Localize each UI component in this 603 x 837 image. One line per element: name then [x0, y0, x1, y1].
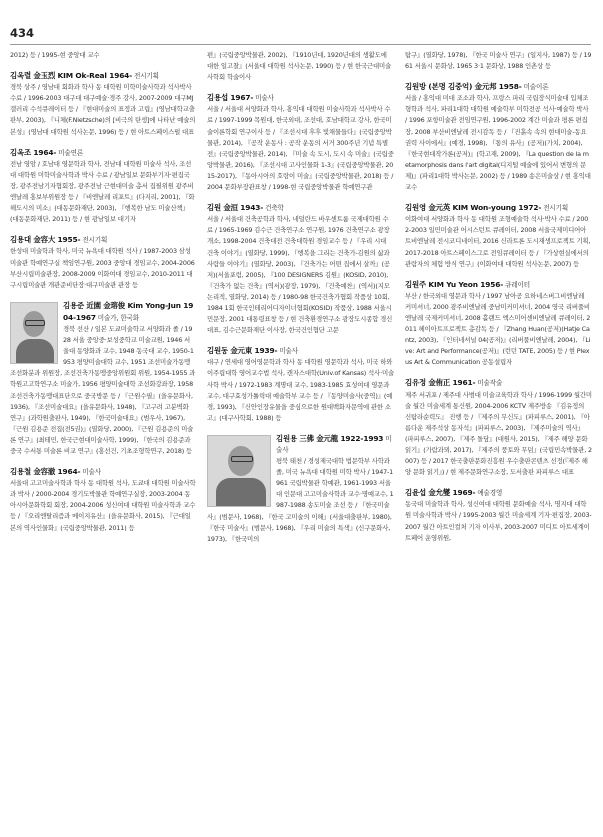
entry-text: 서울 / 홍익대 미대 조소과 학사, 프랑스 파리 국립장식미술대 입체조형학과 석사, 파리1대학 대학원 예술학부 미학전공 석사·예술학 박사 / 1996 포항미술관 전임연구원, 1996-2002 계간 미술과 평론 편집장, 2008 부산비엔날레 전시감독 등 / 『진흙속 속의 현대미술-동요 권력 사이에서』(예경, 1998), 『통의 유사』(공저)(가치, 2004), 『한국현대작가론(공저)』(학고재, 2009), 『La question de la metamorphosis dans l'art digital(디지털 예술에 있어서 변형의 문제)』(파리1대학 박사논문, 2002) 등 / 1989 송은미술상 / 현 홍익대 교수 [405, 94, 591, 192]
column-2 [207, 50, 394, 830]
dictionary-entry [207, 92, 394, 193]
dictionary-entry [207, 345, 394, 424]
entry-text: 서울 / 서울대 서양화과 학사, 홍익대 대학원 미술사학과 석사박사 수료 / 1997-1999 목원대, 한국외대, 조선대, 호남대학교 강사, 한국미술이론학회 연구이사 등 / 『조선시대 후후 빛채물들다』(국립중앙박물관, 2014), 『공작 운동사 : 공작 운동의 서거 300주년 기념 특별전』(국립중앙박물관, 2014), 『미술 속 도시, 도시 속 미술』(국립중앙박물관, 2016), 『조선시대 고사인물화 1-3』(국립중앙박물관, 2015-2017), 『동아시아의 호랑이 미술』(국립중앙박물관, 2018) 등 / 2004 문화부장관표창 / 1998-현 국립중앙박물관 학예연구관 [207, 105, 394, 192]
dictionary-entry [10, 234, 196, 290]
dictionary-entry [405, 81, 592, 193]
dictionary-columns [10, 50, 592, 830]
dictionary-entry [405, 202, 592, 270]
dictionary-entry [207, 202, 394, 336]
dictionary-entry [10, 147, 196, 226]
entry-name: 김윤섭 金允燮 1969- [405, 488, 476, 498]
entry-field: 미술사 [255, 94, 274, 103]
entry-name: 김유정 金侑正 1961- [405, 378, 476, 388]
entry-text: 경북 선산 / 일본 도쿄미술학교 서양화과 졸 / 1928 서울 중앙중·보성중학교 미술교원, 1946 서울대 동양화과 교수, 1948 동국대 교수, 1950-1953 평양미술대학 교수, 1951 조선미술가동맹 조선화분과 위원장, 조선건축가동맹중앙위원회 위원, 1954-1955 과학원고고학연구소 미술가, 1956 평양미술대학 조선화강좌장, 1958 조선건축가동맹대표단으로 중국방문 등 / 『근원수필』(을유문화사, 1936), 『조선미술대요』(을유문화사, 1948), 『고구려 고분벽화 연구』(과학원출판사, 1949), 『한국미술대요』(범우사, 1967), 『근원 김용준 전집(전5권)』(열화당, 2000), 『근원 김용준의 미술론 연구』(최테민, 한국근현대미술사학, 1999), 『한국의 김용준과 중국 수서통 미술론 비교 연구』(홍선건, 기초조형학연구, 2018) 등 [10, 324, 196, 455]
entry-text: 이화여대 서양화과 학사 동 대학원 조형예술학 석사·박사 수료 / 2002-2003 일민미술관 어시스턴트 큐레이터, 2008 서울국제미디어아트비엔날레 전시코디네이터, 2016 신라트론 도시재생프로젝트 기획, 2017-2018 아트스페이스그로 전임큐레이터 등 / 『가상현실에서의 관람자의 체험 방식 연구』(이화여대 대학원 석사논문, 2007) 등 [405, 215, 591, 268]
entry-text: 경북 상주 / 영남대 회화과 학사 동 대학원 미학미술사학과 석사박사 수료 / 1996-2003 대구대 대구예술·경주 강사, 2007-2009 대구MJ갤러리 수석큐레이터 등 / 『현대미술의 표정과 고립』(영남대학교출판부, 2003), 『니체(F.Nietzsche)의 [비극의 탄생]에 나타난 예술의 본성』(영남대 대학원 석사논문, 1996) 등 / 현 아트스페이스펄 대표 [10, 83, 196, 136]
entry-field: 전시기획 [82, 236, 108, 245]
entry-name: 김원용 三佛 金元龍 1922-1993 [276, 433, 384, 443]
dictionary-entry [10, 70, 196, 138]
entry-name: 김용철 金容澈 1964- [10, 467, 81, 477]
entry-text: 전남 영암 / 호남대 영문학과 학사, 전남대 대학원 미술사 석사, 조선대 대학원 미학미술사학과 박사 수료 / 광남일보 문화부기자·편집국장, 광주전남기자협회장, 광주전남 근현대미술 총서 집필위원 광주비엔날레 홍보부위원장 등 / 『비엔날레 리포트』(다지리, 2001), 『화해도시의 미소』(대동문화재단, 2003), 『행복한 남도 미술산책』(대동문화재단, 2011) 등 / 현 광남일보 대기자 [10, 159, 195, 224]
entry-field: 미술사 [276, 434, 392, 454]
entry-name: 김용대 金容大 1955- [10, 235, 81, 245]
dictionary-entry [405, 487, 592, 543]
dictionary-entry [405, 377, 592, 478]
column-1 [10, 50, 196, 830]
entry-text: 서울 / 서울대 건축공학과 학사, 네덜란드 바우센트룸 국제대학원 수료 / 1965-1969 김수근 건축연구소 연구원, 1976 건축연구소 광장 개소, 1998-2004 건축대전 건축대학원 경임교수 등 / 『우리 시대 건축 이야기』(열화당, 1999), 『행복을 그리는 건축가-김원의 삶과 사람들 이야기』(열화당, 2003), 『건축가는 어떤 집에서 살까』(공저)(서울포럼, 2005), 『100 DESIGNERS 김원』(KOSID, 2010), 『건축가 없는 건축』(역서)(광장, 1979), 『건축예찬』(역서)(지모 논리적, 열화당, 2014) 등 / 1980-98 한국건축가협회 작품상 10회, 1984 1회 한국인테리어디자이너협회(KOSID) 작품상, 1988 서울시민문장, 2001 대통령표창 등 / 현 건축환경연구소 광장도시종합 경신 대표, 김수근문화재단 이사장, 한국건인협단 고문 [207, 215, 393, 335]
entry-name: 김용준 近園 金瑢俊 Kim Yong-Jun 1904-1967 [63, 300, 194, 322]
entry-name: 김원영 金元英 KIM Won-young 1972- [405, 203, 542, 213]
entry-field: 미술사 [279, 347, 298, 356]
entry-name: 김원주 KIM Yu Yeon 1956- [405, 279, 504, 289]
entry-name: 김원방 (본명 김중억) 金元邦 1958- [405, 82, 522, 92]
entry-text: 서울대 고고미술사학과 학사 동 대학원 석사, 도쿄대 대학원 미술사학과 박사 / 2000-2004 경기도박물관 학예연구실장, 2003-2004 동아시아문화학회 회장, 2004-2006 성신여대 대학원 미술사학과 교수 등 / 『오리엔탈리즘과 메이지유산』(을유문화사, 2015), 『근대일본의 역사인물화』(국립중앙박물관, 2011) 등 [10, 479, 196, 532]
entry-continuation: 편』(국립중앙박물관, 2002), 『1910년대, 1920년대의 생활도에 대한 일고찰』(서울대 대학원 석사논문, 1990) 등 / 현 한국근대미술사학회 학술이사 [207, 51, 392, 82]
entry-field: 예술경영 [477, 489, 503, 498]
entry-name: 김옥조 1964- [10, 147, 57, 157]
entry-continuation: 2012) 등 / 1995-현 중앙대 교수 [10, 51, 100, 59]
entry-text: 제주 서귀포 / 제주대 사범대 미술교육학과 학사 / 1996-1999 월간미술 월간 미술세계 통신원, 2004-2006 KCTV 제주방송 『김유정의 신탐라순력도』 진행 등 / 『제주의 무신도』(파피루스, 2001), 『아름다운 제주석상 동자석』(파피루스, 2003), 『제주미술의 역사』(파피루스, 2007), 『제주 돌담』(대원사, 2015), 『제주 해양 문화 읽기』(가람과뫼, 2017), 『제주의 풍토와 무덤』(국립민속박물관, 2007) 등 / 2017 한국출판문화진흥원 우수출판콘텐츠 선정(『제주 해양 문화 읽기』) / 현 제주문화연구소장, 도서출판 파피루스 대표 [405, 390, 592, 477]
entry-field: 미술작술 [477, 379, 503, 388]
dictionary-entry [10, 300, 196, 457]
entry-field: 전시기획 [543, 204, 569, 213]
entry-text: 동국대 미술학과 학사, 성신여대 대학원 문화예술 석사, 명지대 대학원 미술사학과 박사 / 1995-2003 월간 미술세계 기자·편집장, 2003-2007 월간 아트인컬처 기자 이사부, 2003-2007 미디트 아트세계이트페어 운영위원, [405, 500, 592, 542]
entry-text: 부산 / 한국외대 영문과 학사 / 1997 남아공 요하네스버그비엔날레 커미셔너, 2000 광주비엔날레 중남미커미셔너, 2004 영국 리버풀비엔날레 국제커미셔너, 2008 홀랜드 엑스미어센비엔날레 큐레이터, 2011 헤이아트프로젝트 총감독 등 / 『Zhang Huan(공저)(Hatje Cantz, 2003), 『인터네셔널 04(공저)』(리버풀비엔날레, 2004), 『Live: Art and Performance(공저)』(런던 TATE, 2005) 등 / 현 Plexus Art & Communication 공동설립자 [405, 291, 591, 367]
entry-field: 큐레이터 [505, 280, 530, 289]
dictionary-entry [207, 433, 394, 545]
entry-field: 미술이론 [523, 83, 549, 92]
entry-text: 대구 / 연세대 영어영문학과 학사 동 대학원 영문학과 석사, 미국 하와이주립대학 영어교수법 석사, 캔자스대학(Univ.of Kansas) 석사·미술사학 박사 / 1972-1983 계명대 교수, 1983-1985 효성여대 영문과 교수, 대구효성가톨릭대 예술학부 교수 등 / 『동양미술사(중역)』(예경, 1993), 『신안인장유물을 중심으로한 원대백화자문역에 관한 소고』(대구사학회, 1988) 등 [207, 358, 394, 422]
entry-continuation: 탐구』(열화당, 1978), 『한국 미술사 연구』(일지사, 1987) 등 / 1961 서울시 문화상, 1965 3·1 문화상, 1988 인촌상 등 [405, 51, 592, 71]
column-3 [405, 50, 592, 830]
entry-name: 김용섭 1967- [207, 93, 254, 103]
entry-text: 평북 태천 / 경성제국대학 법문학부 사학과 졸, 미국 뉴욕대 대학원 미학 박사 / 1947-1961 국립박물관 학예관, 1961-1993 서울대 인문대 고고미술사학과 교수·명예교수, 1987-1988 송도미술 조선 등 / 『한국미술사』(범문사, 1968), 『한국 고미술의 이해』(서울대출판부, 1980), 『한국 미술사』(범문사, 1968), 『우리 미술의 특색』(신구문화사, 1973), 『한국미의 [207, 457, 394, 543]
entry-name: 김옥렬 金玉烈 KIM Ok-Real 1964- [10, 71, 133, 81]
entry-name: 김원동 金元東 1939- [207, 346, 278, 356]
portrait-photo [207, 435, 271, 507]
entry-field: 미술가, 한국화 [97, 313, 139, 322]
entry-text: 한성대 미술학과 학사, 미국 뉴욕대 대학원 석사 / 1987-2003 삼성미술관 학예연구실 책임연구원, 2003 중앙대 경임교수, 2004-2006 부산시립미술관장, 2008-2009 이화여대 경임교수, 2010-2011 대구시립미술관 개관준비단장·대구미술관 관장 등 [10, 247, 195, 289]
entry-field: 미술연론 [58, 148, 84, 157]
entry-name: 김원 金洹 1943- [207, 203, 264, 213]
header-divider [10, 44, 591, 45]
dictionary-entry [10, 466, 196, 534]
page-number: 434 [10, 26, 35, 40]
dictionary-entry [405, 279, 592, 369]
entry-field: 미술사 [82, 468, 101, 477]
entry-field: 건축학 [265, 204, 284, 213]
entry-field: 전시기획 [133, 72, 159, 81]
portrait-photo [10, 302, 58, 364]
